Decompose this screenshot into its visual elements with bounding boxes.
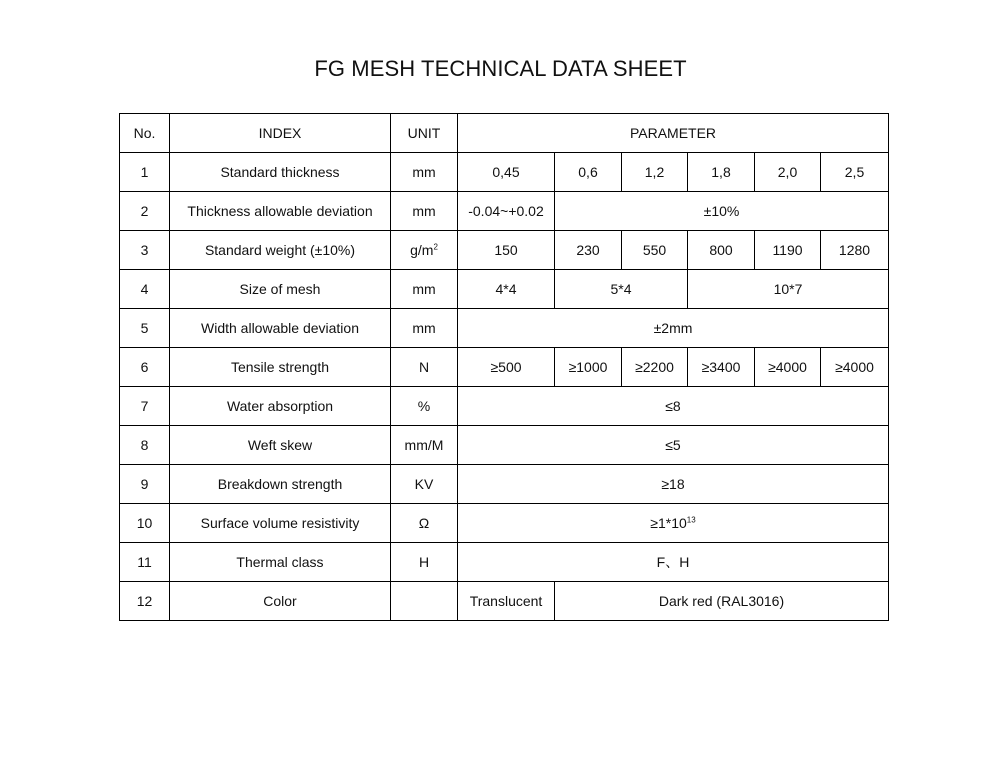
param-cell: 1280 [821,231,889,270]
param-cell: ≤5 [458,426,889,465]
row-index: Surface volume resistivity [170,504,391,543]
row-unit: mm [391,153,458,192]
param-cell: 0,6 [555,153,622,192]
param-cell: ≥4000 [755,348,821,387]
value-base: ≥1*10 [650,515,687,531]
param-cell: 800 [688,231,755,270]
row-index: Color [170,582,391,621]
row-index: Water absorption [170,387,391,426]
row-index: Thermal class [170,543,391,582]
param-cell: -0.04~+0.02 [458,192,555,231]
row-unit: KV [391,465,458,504]
row-unit: mm [391,192,458,231]
row-index: Width allowable deviation [170,309,391,348]
value-superscript: 13 [686,515,696,525]
table-row [120,231,889,270]
header-no: No. [120,114,170,153]
param-cell: Dark red (RAL3016) [555,582,889,621]
param-cell: ≥4000 [821,348,889,387]
table-row [120,387,889,426]
row-no: 2 [120,192,170,231]
param-cell: 230 [555,231,622,270]
row-unit: mm/M [391,426,458,465]
param-cell: ≥500 [458,348,555,387]
row-unit: % [391,387,458,426]
row-unit: mm [391,270,458,309]
table-row [120,504,889,543]
row-no: 12 [120,582,170,621]
table-row [120,309,889,348]
table-row [120,192,889,231]
row-no: 11 [120,543,170,582]
table-row [120,426,889,465]
param-cell: ≥1000 [555,348,622,387]
header-parameter: PARAMETER [458,114,889,153]
row-unit [391,582,458,621]
row-no: 4 [120,270,170,309]
param-cell [458,504,889,543]
param-cell: ≥2200 [622,348,688,387]
row-no: 5 [120,309,170,348]
param-cell: 5*4 [555,270,688,309]
param-cell: 1,8 [688,153,755,192]
param-cell: ≥18 [458,465,889,504]
param-cell: 10*7 [688,270,889,309]
row-index: Thickness allowable deviation [170,192,391,231]
unit-superscript: 2 [433,242,438,252]
page-title: FG MESH TECHNICAL DATA SHEET [314,56,687,81]
param-cell: 2,5 [821,153,889,192]
param-cell: Translucent [458,582,555,621]
table-row [120,543,889,582]
row-index: Tensile strength [170,348,391,387]
row-no: 8 [120,426,170,465]
row-no: 6 [120,348,170,387]
param-cell: F、H [458,543,889,582]
row-index: Standard thickness [170,153,391,192]
row-index: Size of mesh [170,270,391,309]
row-index: Standard weight (±10%) [170,231,391,270]
table-row [120,465,889,504]
row-no: 7 [120,387,170,426]
table-header-row [120,114,889,153]
param-cell: 150 [458,231,555,270]
header-unit: UNIT [391,114,458,153]
param-cell: 2,0 [755,153,821,192]
row-no: 9 [120,465,170,504]
param-cell: ±2mm [458,309,889,348]
param-cell: ≥3400 [688,348,755,387]
table-row [120,582,889,621]
unit-base: g/m [410,242,434,258]
row-no: 10 [120,504,170,543]
technical-data-table [119,113,889,621]
param-cell: 0,45 [458,153,555,192]
row-unit: mm [391,309,458,348]
param-cell: ≤8 [458,387,889,426]
row-unit [391,231,458,270]
row-index: Breakdown strength [170,465,391,504]
table-row [120,270,889,309]
row-unit: H [391,543,458,582]
row-no: 3 [120,231,170,270]
row-unit: N [391,348,458,387]
param-cell: 1190 [755,231,821,270]
param-cell: 550 [622,231,688,270]
header-index: INDEX [170,114,391,153]
row-unit: Ω [391,504,458,543]
table-row [120,348,889,387]
param-cell: ±10% [555,192,889,231]
table-row [120,153,889,192]
param-cell: 1,2 [622,153,688,192]
row-index: Weft skew [170,426,391,465]
param-cell: 4*4 [458,270,555,309]
row-no: 1 [120,153,170,192]
